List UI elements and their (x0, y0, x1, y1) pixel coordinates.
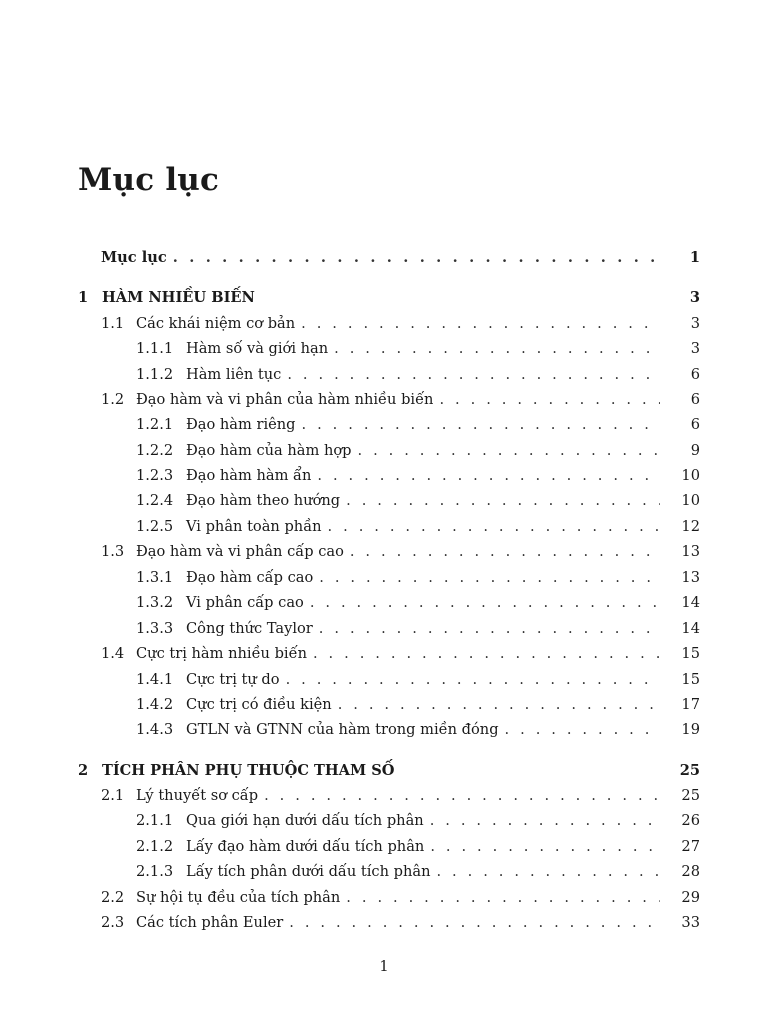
toc-entry-page: 6 (660, 415, 700, 435)
toc-entry-number: 1.3.2 (136, 594, 174, 611)
toc-entry-page: 12 (660, 517, 700, 537)
toc-entry-text (102, 761, 688, 781)
toc-entry[interactable] (0, 517, 768, 537)
toc-dot-leader (350, 542, 688, 562)
toc-entry-page: 26 (660, 811, 700, 831)
toc-entry-title: Qua giới hạn dưới dấu tích phân (186, 811, 430, 831)
toc-entry-page: 9 (660, 441, 700, 461)
toc-entry-number: 1.4.2 (136, 696, 174, 713)
toc-entry-number: 1.4 (101, 645, 125, 662)
toc-entry-title: Cực trị tự do (186, 670, 286, 690)
toc-entry-text (186, 695, 688, 715)
toc-entry-number: 1.1.1 (136, 340, 174, 357)
toc-dot-leader (317, 466, 688, 486)
toc-entry[interactable] (0, 786, 768, 806)
toc-entry-text (186, 365, 688, 385)
toc-entry[interactable] (0, 619, 768, 639)
toc-entry-title: Lấy đạo hàm dưới dấu tích phân (186, 837, 430, 857)
toc-dot-leader (358, 441, 689, 461)
toc-entry-title: Cực trị hàm nhiều biến (136, 644, 313, 664)
toc-entry-page: 6 (660, 365, 700, 385)
toc-entry-page: 15 (660, 670, 700, 690)
toc-entry[interactable] (0, 491, 768, 511)
toc-entry-title: HÀM NHIỀU BIẾN (102, 289, 255, 306)
toc-entry[interactable] (0, 365, 768, 385)
toc-entry-text (186, 811, 688, 831)
toc-entry-title: Đạo hàm và vi phân cấp cao (136, 542, 350, 562)
toc-entry-page: 14 (660, 619, 700, 639)
toc-entry[interactable] (0, 466, 768, 486)
toc-entry[interactable] (0, 761, 768, 781)
toc-entry-title: Mục lục (101, 248, 173, 268)
toc-dot-leader (301, 314, 688, 334)
page-number: 1 (379, 958, 389, 975)
toc-entry-title: Hàm số và giới hạn (186, 339, 334, 359)
toc-entry-page: 3 (660, 339, 700, 359)
toc-entry[interactable] (0, 862, 768, 882)
toc-entry-number: 1.3 (101, 543, 125, 560)
toc-dot-leader (287, 365, 688, 385)
toc-entry-text (136, 390, 688, 410)
toc-entry-number: 1.4.1 (136, 671, 174, 688)
toc-entry-title: Các khái niệm cơ bản (136, 314, 301, 334)
toc-entry-text (136, 913, 688, 933)
toc-entry-page: 25 (660, 786, 700, 806)
toc-entry-number: 1.2 (101, 391, 125, 408)
toc-entry-title: Sự hội tụ đều của tích phân (136, 888, 346, 908)
toc-entry[interactable] (0, 888, 768, 908)
toc-entry-text (136, 786, 688, 806)
toc-entry-number: 1 (78, 289, 89, 306)
toc-entry[interactable] (0, 720, 768, 740)
toc-entry-page: 13 (660, 542, 700, 562)
toc-entry[interactable] (0, 415, 768, 435)
toc-entry-page: 3 (660, 288, 700, 308)
toc-entry-number: 1.2.5 (136, 518, 174, 535)
toc-entry-title: Các tích phân Euler (136, 913, 289, 933)
toc-entry[interactable] (0, 837, 768, 857)
toc-dot-leader (310, 593, 688, 613)
toc-dot-leader (338, 695, 688, 715)
toc-entry-number: 1.2.1 (136, 416, 174, 433)
toc-entry-text (186, 720, 688, 740)
toc-dot-leader (286, 670, 688, 690)
toc-entry[interactable] (0, 568, 768, 588)
toc-entry-title: Đạo hàm theo hướng (186, 491, 346, 511)
toc-entry[interactable] (0, 695, 768, 715)
toc-entry-number: 1.2.3 (136, 467, 174, 484)
toc-entry-number: 1.3.3 (136, 620, 174, 637)
toc-entry-text (102, 288, 688, 308)
toc-entry-title: Đạo hàm cấp cao (186, 568, 319, 588)
toc-entry-title: Đạo hàm hàm ẩn (186, 466, 317, 486)
toc-entry-page: 28 (660, 862, 700, 882)
toc-entry-number: 1.1 (101, 315, 125, 332)
toc-entry-text (136, 542, 688, 562)
toc-entry-text (186, 670, 688, 690)
toc-dot-leader (302, 415, 688, 435)
toc-dot-leader (319, 619, 688, 639)
toc-entry-text (186, 862, 688, 882)
toc-entry[interactable] (0, 811, 768, 831)
toc-entry-page: 10 (660, 466, 700, 486)
toc-entry-number: 2.1 (101, 787, 125, 804)
toc-entry-title: Đạo hàm của hàm hợp (186, 441, 358, 461)
toc-entry-page: 27 (660, 837, 700, 857)
toc-entry-text (186, 837, 688, 857)
toc-entry-page: 15 (660, 644, 700, 664)
toc-entry-page: 6 (660, 390, 700, 410)
toc-dot-leader (319, 568, 688, 588)
toc-dot-leader (439, 390, 688, 410)
toc-entry[interactable] (0, 390, 768, 410)
toc-entry-number: 1.1.2 (136, 366, 174, 383)
page-title: Mục lục (78, 162, 220, 198)
toc-entry-number: 2.3 (101, 914, 125, 931)
toc-entry-page: 19 (660, 720, 700, 740)
toc-dot-leader (430, 837, 688, 857)
toc-dot-leader (346, 491, 688, 511)
toc-entry-page: 33 (660, 913, 700, 933)
toc-entry-title: Lý thuyết sơ cấp (136, 786, 264, 806)
toc-entry[interactable] (0, 593, 768, 613)
toc-entry-number: 1.3.1 (136, 569, 174, 586)
toc-entry-page: 25 (660, 761, 700, 781)
toc-entry-page: 1 (660, 248, 700, 268)
toc-dot-leader (289, 913, 688, 933)
toc-entry-number: 2.1.1 (136, 812, 174, 829)
toc-entry-page: 14 (660, 593, 700, 613)
toc-entry-page: 29 (660, 888, 700, 908)
toc-entry-title: Hàm liên tục (186, 365, 287, 385)
toc-entry-number: 1.4.3 (136, 721, 174, 738)
toc-entry-title: Cực trị có điều kiện (186, 695, 338, 715)
toc-entry-number: 2.2 (101, 889, 125, 906)
toc-entry-text (186, 517, 688, 537)
toc-entry-text (186, 568, 688, 588)
toc-entry-text (186, 441, 688, 461)
toc-entry[interactable] (0, 288, 768, 308)
toc-entry[interactable] (0, 670, 768, 690)
toc-entry-number: 2.1.2 (136, 838, 174, 855)
toc-entry-text (186, 491, 688, 511)
toc-entry-text (136, 888, 688, 908)
toc-entry-text (186, 593, 688, 613)
toc-dot-leader (436, 862, 688, 882)
toc-entry-number: 2 (78, 762, 89, 779)
toc-entry-page: 17 (660, 695, 700, 715)
toc-entry[interactable] (0, 248, 768, 268)
toc-entry-number: 1.2.4 (136, 492, 174, 509)
toc-entry-text (136, 644, 688, 664)
toc-dot-leader (334, 339, 688, 359)
toc-entry-title: Vi phân cấp cao (186, 593, 310, 613)
toc-entry-text (186, 415, 688, 435)
toc-entry[interactable] (0, 913, 768, 933)
toc-entry-title: GTLN và GTNN của hàm trong miền đóng (186, 720, 505, 740)
toc-entry-number: 1.2.2 (136, 442, 174, 459)
toc-entry[interactable] (0, 542, 768, 562)
toc-entry-text (186, 466, 688, 486)
toc-entry-page: 13 (660, 568, 700, 588)
toc-dot-leader (328, 517, 688, 537)
toc-entry-title: Lấy tích phân dưới dấu tích phân (186, 862, 436, 882)
toc-dot-leader (313, 644, 688, 664)
toc-entry-title: Đạo hàm riêng (186, 415, 302, 435)
toc-entry[interactable] (0, 339, 768, 359)
toc-entry-title: Vi phân toàn phần (186, 517, 328, 537)
toc-entry-text (186, 339, 688, 359)
toc-entry[interactable] (0, 644, 768, 664)
toc-dot-leader (430, 811, 688, 831)
toc-entry[interactable] (0, 314, 768, 334)
toc-dot-leader (346, 888, 688, 908)
toc-entry-page: 3 (660, 314, 700, 334)
toc-dot-leader (264, 786, 688, 806)
toc-entry[interactable] (0, 441, 768, 461)
toc-entry-title: Công thức Taylor (186, 619, 319, 639)
toc-entry-text (136, 314, 688, 334)
toc-entry-title: Đạo hàm và vi phân của hàm nhiều biến (136, 390, 439, 410)
toc-entry-text (101, 248, 688, 268)
toc-entry-title: TÍCH PHÂN PHỤ THUỘC THAM SỐ (102, 762, 395, 779)
toc-dot-leader (173, 248, 688, 268)
toc-entry-text (186, 619, 688, 639)
toc-entry-number: 2.1.3 (136, 863, 174, 880)
toc-entry-page: 10 (660, 491, 700, 511)
